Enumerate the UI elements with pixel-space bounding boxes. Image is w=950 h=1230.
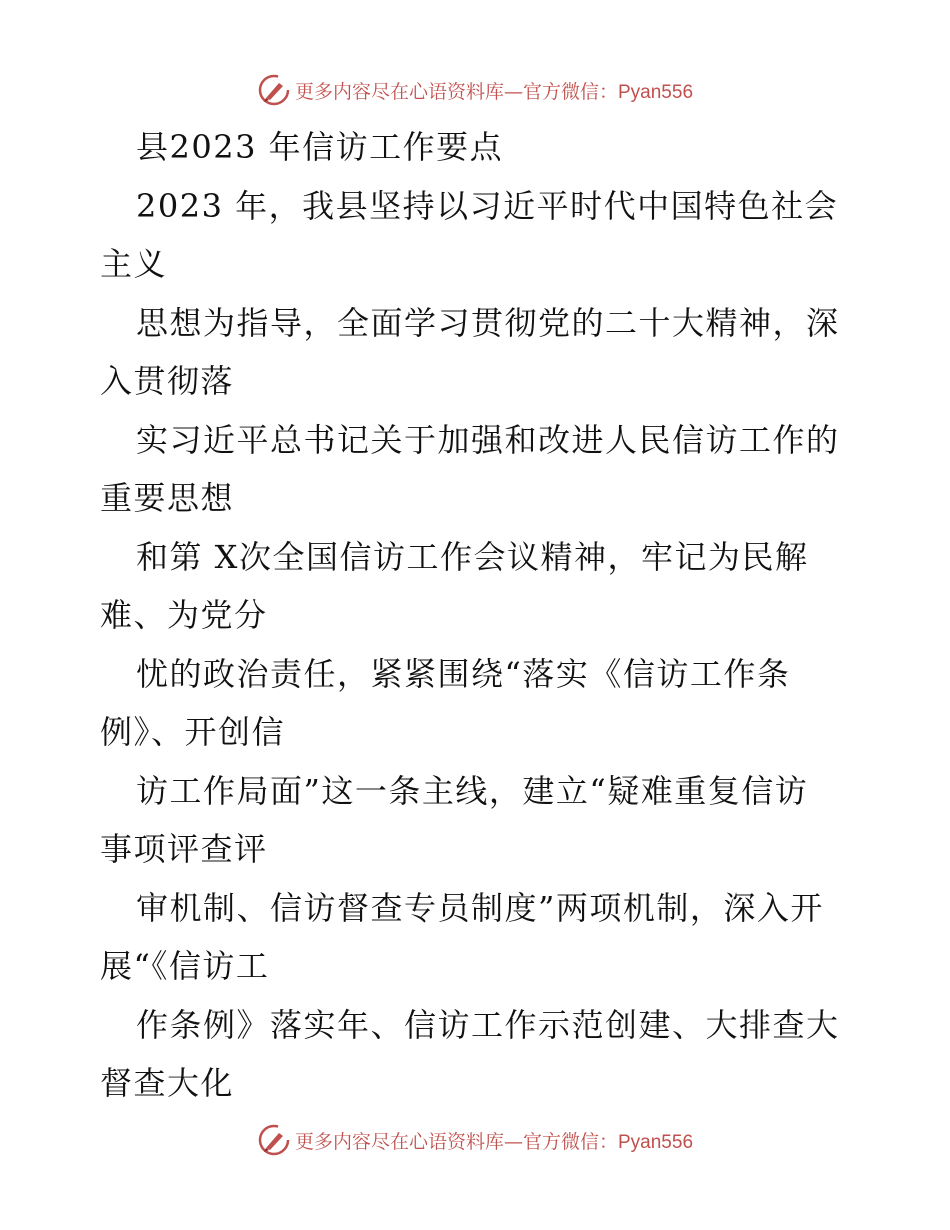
footer-watermark (0, 1120, 950, 1160)
text-line: 思想为指导，全面学习贯彻党的二十大精神，深 (136, 303, 840, 342)
text-line: 和第 X次全国信访工作会议精神，牢记为民解 (136, 537, 809, 576)
text-line: 重要思想 (100, 479, 235, 517)
text-line: 事项评查评 (100, 830, 268, 868)
text-line: 例》、开创信 (100, 713, 286, 751)
pen-logo-icon (257, 1123, 291, 1157)
text-line: 入贯彻落 (100, 362, 235, 400)
text-line: 2023 年，我县坚持以习近平时代中国特色社会 (136, 186, 839, 225)
text-line: 县2023 年信访工作要点 (136, 128, 504, 166)
text-line: 督查大化 (100, 1064, 235, 1102)
text-line: 忧的政治责任，紧紧围绕“落实《信访工作条 (136, 654, 791, 693)
document-body (100, 118, 860, 1113)
watermark-text: 更多内容尽在心语资料库—官方微信：Pyan556 (294, 80, 694, 103)
text-line: 访工作局面”这一条主线，建立“疑难重复信访 (136, 771, 809, 810)
text-line: 实习近平总书记关于加强和改进人民信访工作的 (136, 420, 840, 459)
watermark-text: 更多内容尽在心语资料库—官方微信：Pyan556 (294, 1130, 694, 1153)
text-line: 展“《信访工 (100, 947, 270, 985)
header-watermark (0, 70, 950, 110)
pen-logo-icon (257, 73, 291, 107)
text-line: 难、为党分 (100, 596, 268, 634)
text-line: 主义 (100, 245, 168, 283)
text-line: 作条例》落实年、信访工作示范创建、大排查大 (136, 1005, 840, 1044)
text-line: 审机制、信访督查专员制度”两项机制，深入开 (136, 888, 824, 927)
